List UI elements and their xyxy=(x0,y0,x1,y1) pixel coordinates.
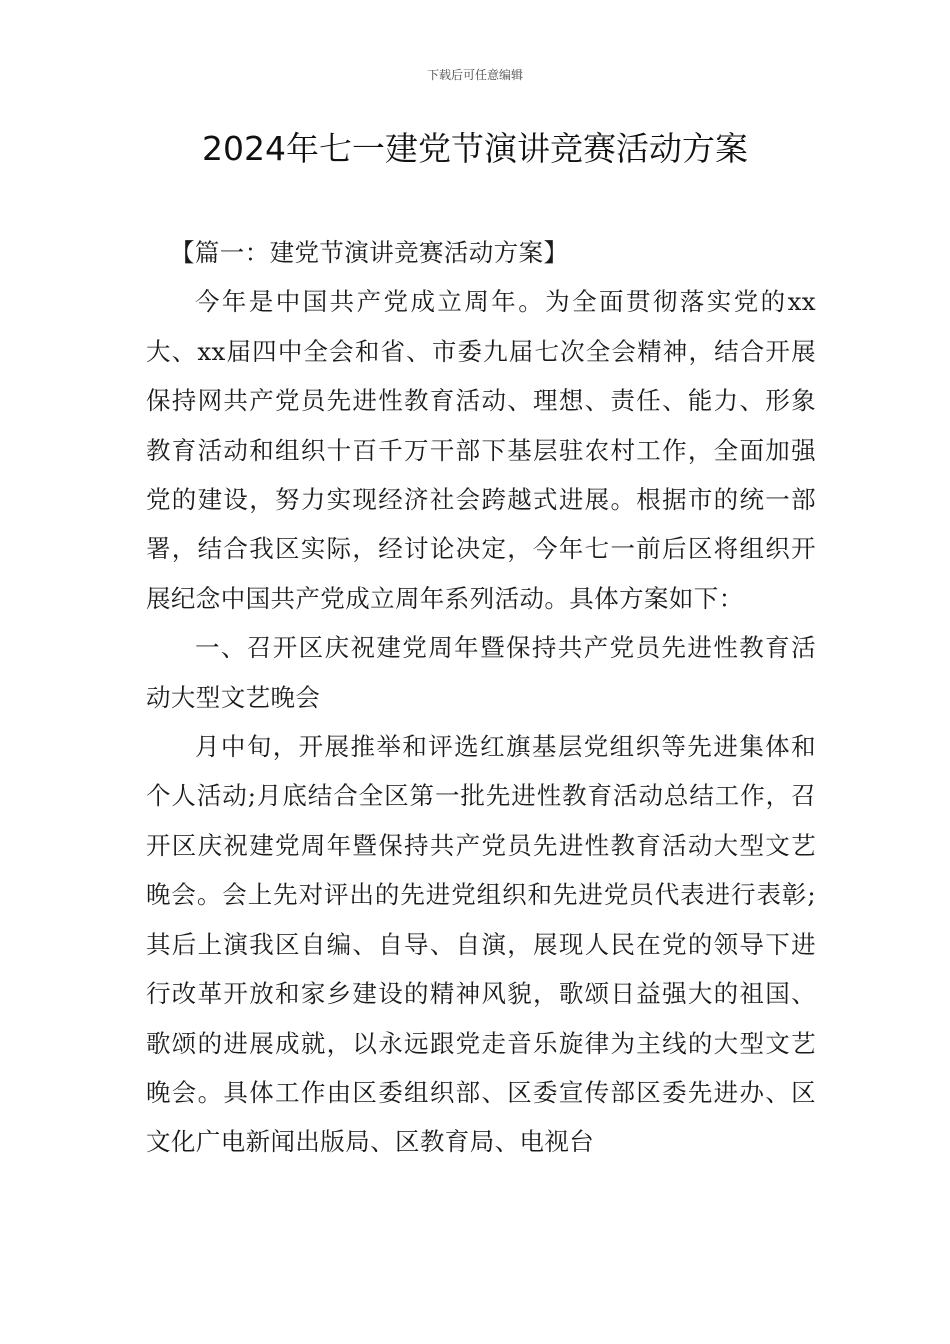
section-heading: 【篇一：建党节演讲竞赛活动方案】 xyxy=(170,238,569,267)
document-title: 2024年七一建党节演讲竞赛活动方案 xyxy=(202,129,748,168)
paragraph-item-one-heading: 一、召开区庆祝建党周年暨保持共产党员先进性教育活动大型文艺晚会 xyxy=(146,633,816,712)
document-body xyxy=(146,228,816,1167)
header-note: 下载后可任意编辑 xyxy=(426,68,523,82)
paragraph-item-one-body: 月中旬，开展推举和评选红旗基层党组织等先进集体和个人活动;月底结合全区第一批先进性教育活动总结工作，召开区庆祝建党周年暨保持共产党员先进性教育活动大型文艺晚会。会上先对评出的先进党组织和先进党员代表进行表彰;其后上演我区自编、自导、自演，展现人民在党的领导下进行改革开放和家乡建设的精神风貌，歌颂日益强大的祖国、歌颂的进展成就，以永远跟党走音乐旋律为主线的大型文艺晚会。具体工作由区委组织部、区委宣传部区委先进办、区文化广电新闻出版局、区教育局、电视台 xyxy=(146,732,816,1157)
paragraph-intro: 今年是中国共产党成立周年。为全面贯彻落实党的xx大、xx届四中全会和省、市委九届七次全会精神，结合开展保持网共产党员先进性教育活动、理想、责任、能力、形象教育活动和组织十百千万干部下基层驻农村工作，全面加强党的建设，努力实现经济社会跨越式进展。根据市的统一部署，结合我区实际，经讨论决定，今年七一前后区将组织开展纪念中国共产党成立周年系列活动。具体方案如下： xyxy=(146,287,816,613)
